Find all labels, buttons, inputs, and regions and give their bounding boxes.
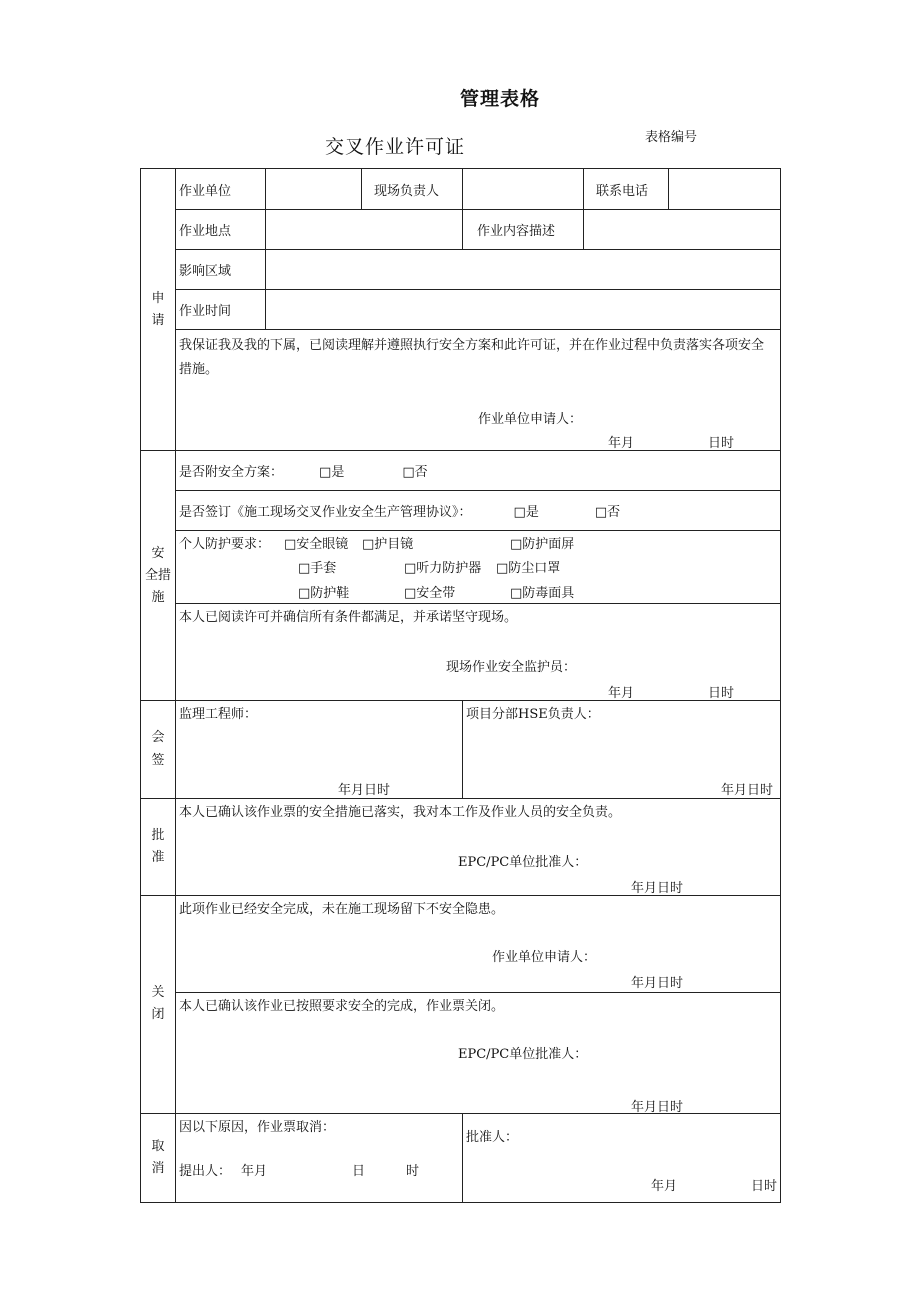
- ppe-item-gas-mask[interactable]: □防毒面具: [510, 586, 575, 602]
- engineer-date: 年月日时: [338, 783, 391, 799]
- closure-applicant-date: 年月日时: [631, 975, 684, 991]
- safety-plan-row: [176, 451, 781, 491]
- cancel-hour: 时: [406, 1163, 420, 1179]
- work-unit-label: 作业单位: [176, 169, 266, 210]
- document-header: [0, 0, 920, 165]
- work-location-label: 作业地点: [176, 210, 266, 250]
- agreement-yes-checkbox[interactable]: □: [513, 505, 526, 521]
- cancel-approver-label: 批准人：: [466, 1129, 519, 1145]
- contact-phone-label: 联系电话: [584, 169, 669, 210]
- closure-complete-text: 此项作业已经安全完成，未在施工现场留下不安全隐患。: [179, 901, 505, 917]
- ppe-label: 个人防护要求：: [179, 537, 271, 553]
- cancel-day: 日: [352, 1163, 366, 1179]
- work-content-field[interactable]: [584, 210, 781, 250]
- section-label-text: 申 请: [151, 290, 165, 328]
- cancel-approver-year-month: 年月: [651, 1178, 678, 1194]
- safety-plan-no-label: 否: [414, 465, 428, 481]
- cancel-approver-day-time: 日时: [751, 1178, 778, 1194]
- hse-label: 项目分部HSE负责人：: [466, 707, 600, 723]
- ppe-item-safety-shoes[interactable]: □防护鞋: [298, 586, 350, 602]
- safety-plan-no-checkbox[interactable]: □: [402, 465, 415, 481]
- agreement-no-label: 否: [607, 505, 621, 521]
- safety-confirm-block: [176, 604, 781, 701]
- application-declaration: 我保证我及我的下属，已阅读理解并遵照执行安全方案和此许可证，并在作业过程中负责落实各项安全措施。: [179, 338, 765, 378]
- safety-supervisor-label: 现场作业安全监护员：: [446, 660, 577, 676]
- agreement-row: [176, 491, 781, 531]
- form-code-label: 表格编号: [645, 130, 698, 145]
- ppe-item-safety-glasses[interactable]: □安全眼镜: [284, 537, 349, 553]
- affected-area-field[interactable]: [266, 250, 781, 290]
- closure-complete-block: [176, 895, 781, 992]
- section-label-text: 批 准: [151, 827, 165, 865]
- work-time-field[interactable]: [266, 290, 781, 330]
- approval-text: 本人已确认该作业票的安全措施已落实，我对本工作及作业人员的安全负责。: [179, 804, 622, 820]
- closure-approval-block: [176, 992, 781, 1113]
- section-label-text: 安 全措 施: [144, 545, 171, 605]
- engineer-label: 监理工程师：: [179, 707, 258, 723]
- approval-date: 年月日时: [631, 880, 684, 896]
- closure-approver-label: EPC/PC单位批准人：: [458, 1046, 588, 1062]
- section-label-safety: [141, 451, 176, 701]
- ppe-block: [176, 531, 781, 604]
- cancel-year-month: 年月: [241, 1163, 268, 1179]
- ppe-item-face-shield[interactable]: □防护面屏: [510, 537, 575, 553]
- safety-date-day-time: 日时: [708, 686, 735, 701]
- ppe-item-gloves[interactable]: □手套: [298, 561, 337, 577]
- application-date-year-month: 年月: [608, 436, 635, 451]
- agreement-yes-label: 是: [525, 505, 539, 521]
- applicant-signature-label: 作业单位申请人：: [478, 412, 583, 428]
- work-unit-field[interactable]: [266, 169, 362, 210]
- cancel-proposer-label: 提出人：: [179, 1163, 232, 1179]
- ppe-item-dust-mask[interactable]: □防尘口罩: [496, 561, 561, 577]
- engineer-sign-block: [176, 701, 463, 798]
- section-label-application: [141, 169, 176, 451]
- section-label-text: 取 消: [151, 1138, 165, 1176]
- agreement-label: 是否签订《施工现场交叉作业安全生产管理协议》：: [179, 505, 472, 521]
- permit-form-table: [140, 168, 781, 1203]
- site-manager-label: 现场负责人: [362, 169, 463, 210]
- closure-closed-text: 本人已确认该作业已按照要求安全的完成，作业票关闭。: [179, 998, 505, 1014]
- section-label-text: 会 签: [151, 730, 165, 768]
- affected-area-label: 影响区域: [176, 250, 266, 290]
- safety-date-year-month: 年月: [608, 686, 635, 701]
- hse-sign-block: [463, 701, 781, 798]
- safety-plan-yes-checkbox[interactable]: □: [319, 465, 332, 481]
- safety-plan-yes-label: 是: [331, 465, 345, 481]
- work-time-label: 作业时间: [176, 290, 266, 330]
- header-title: 管理表格: [460, 88, 541, 110]
- section-label-countersign: [141, 701, 176, 798]
- section-label-approval: [141, 798, 176, 895]
- approval-block: [176, 798, 781, 895]
- cancel-reason-label: 因以下原因，作业票取消：: [179, 1119, 336, 1135]
- application-date-day-time: 日时: [708, 436, 735, 451]
- ppe-item-hearing-protector[interactable]: □听力防护器: [404, 561, 482, 577]
- hse-date: 年月日时: [721, 783, 774, 799]
- section-label-cancel: [141, 1113, 176, 1202]
- agreement-no-checkbox[interactable]: □: [594, 505, 608, 521]
- cancel-reason-block: [176, 1113, 463, 1202]
- section-label-closure: [141, 895, 176, 1113]
- site-manager-field[interactable]: [463, 169, 584, 210]
- safety-confirm-text: 本人已阅读许可并确信所有条件都满足，并承诺坚守现场。: [179, 610, 518, 626]
- ppe-item-goggles[interactable]: □护目镜: [362, 537, 414, 553]
- ppe-item-safety-belt[interactable]: □安全带: [404, 586, 456, 602]
- application-declaration-block: [176, 330, 781, 451]
- section-label-text: 关 闭: [151, 985, 165, 1023]
- closure-approver-date: 年月日时: [631, 1099, 684, 1114]
- form-title: 交叉作业许可证: [325, 136, 466, 158]
- safety-plan-label: 是否附安全方案：: [179, 465, 284, 481]
- approval-approver-label: EPC/PC单位批准人：: [458, 854, 588, 870]
- cancel-approver-block: [463, 1113, 781, 1202]
- work-location-field[interactable]: [266, 210, 463, 250]
- contact-phone-field[interactable]: [669, 169, 781, 210]
- closure-applicant-label: 作业单位申请人：: [492, 949, 597, 965]
- work-content-label: 作业内容描述: [463, 210, 584, 250]
